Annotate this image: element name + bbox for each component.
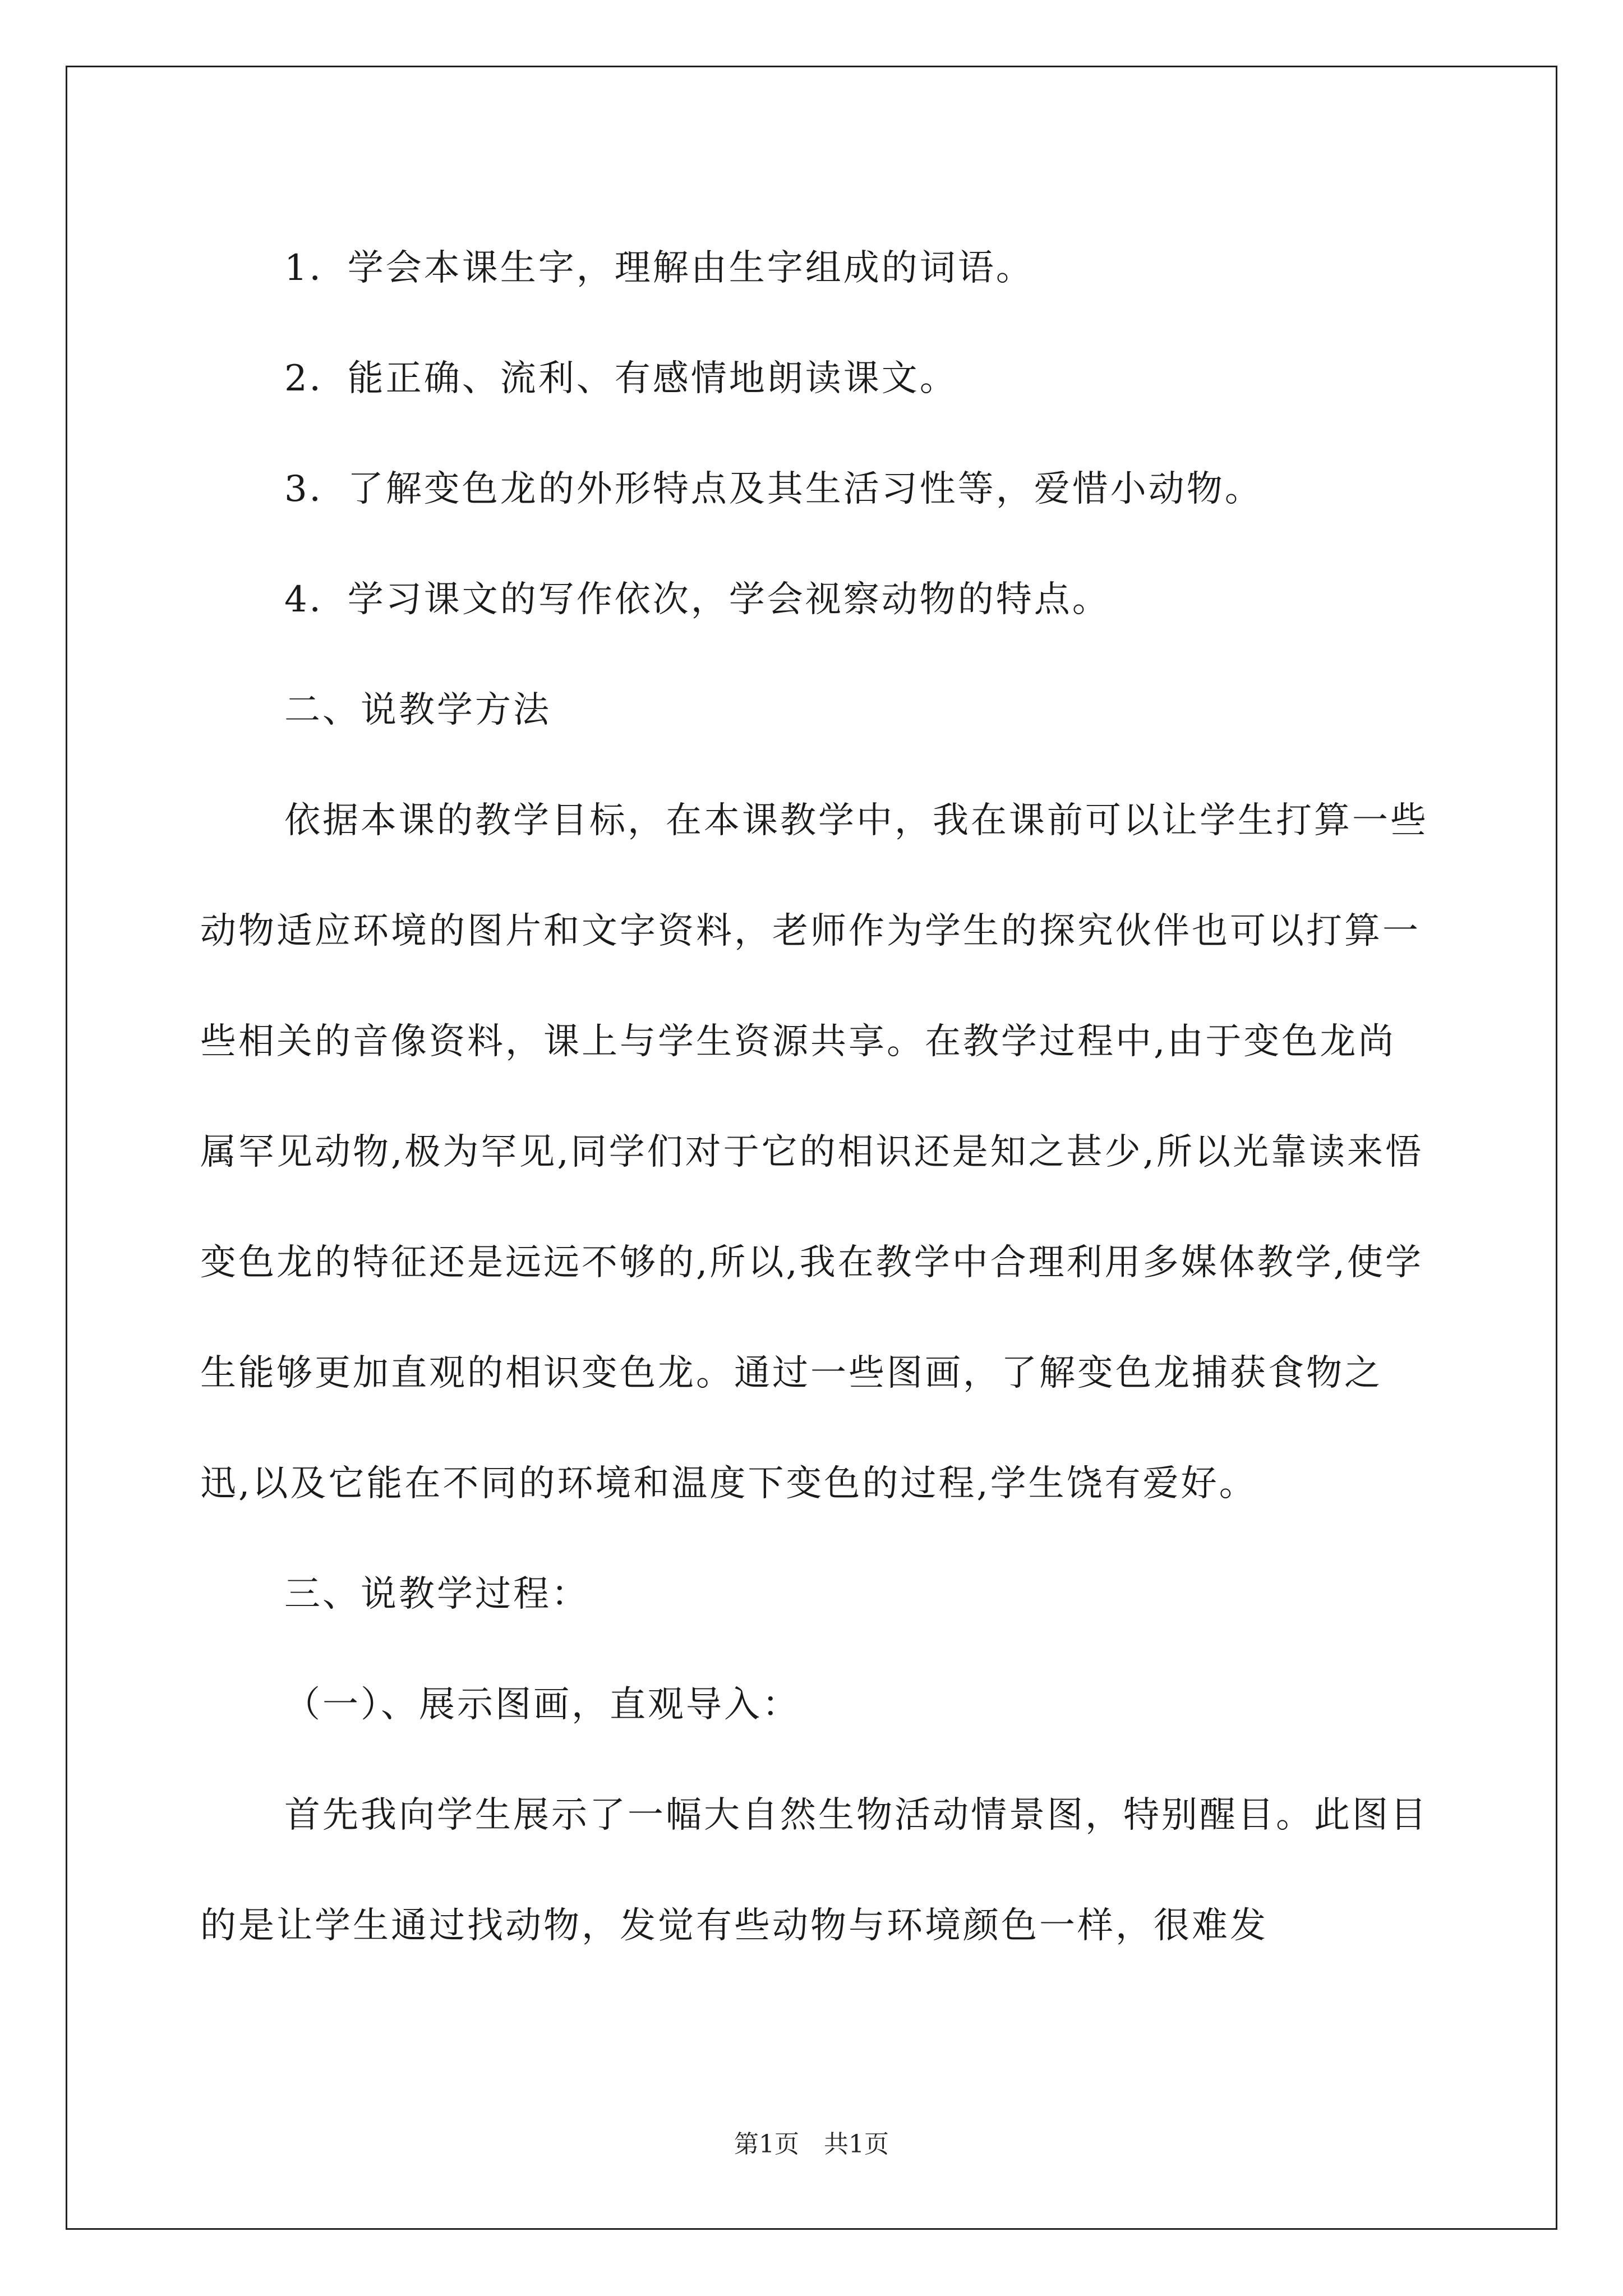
objective-3: 3．了解变色龙的外形特点及其生活习性等，爱惜小动物。 — [284, 468, 1263, 510]
document-body — [200, 213, 1428, 1981]
section-heading-process: 三、说教学过程： — [284, 1573, 589, 1615]
page-number-footer: 第1页 共1页 — [734, 2130, 889, 2159]
section-heading-methods: 二、说教学方法 — [284, 689, 551, 731]
subsection-heading-intro: （一）、展示图画，直观导入： — [284, 1684, 800, 1726]
objective-1: 1．学会本课生字，理解由生字组成的词语。 — [284, 247, 1034, 289]
objective-2: 2．能正确、流利、有感情地朗读课文。 — [284, 358, 958, 399]
intro-paragraph: 首先我向学生展示了一幅大自然生物活动情景图，特别醒目。此图目的是让学生通过找动物，发觉有些动物与环境颜色一样，很难发 — [200, 1795, 1428, 1947]
methods-paragraph: 依据本课的教学目标，在本课教学中，我在课前可以让学生打算一些动物适应环境的图片和文字资料，老师作为学生的探究伙伴也可以打算一些相关的音像资料，课上与学生资源共享。在教学过程中,由于变色龙尚属罕见动物,极为罕见,同学们对于它的相识还是知之甚少,所以光靠读来悟变色龙的特征还是远远不够的,所以,我在教学中合理利用多媒体教学,使学生能够更加直观的相识变色龙。通过一些图画，了解变色龙捕获食物之迅,以及它能在不同的环境和温度下变色的过程,学生饶有爱好。 — [200, 800, 1428, 1504]
objective-4: 4．学习课文的写作依次，学会视察动物的特点。 — [284, 579, 1110, 620]
